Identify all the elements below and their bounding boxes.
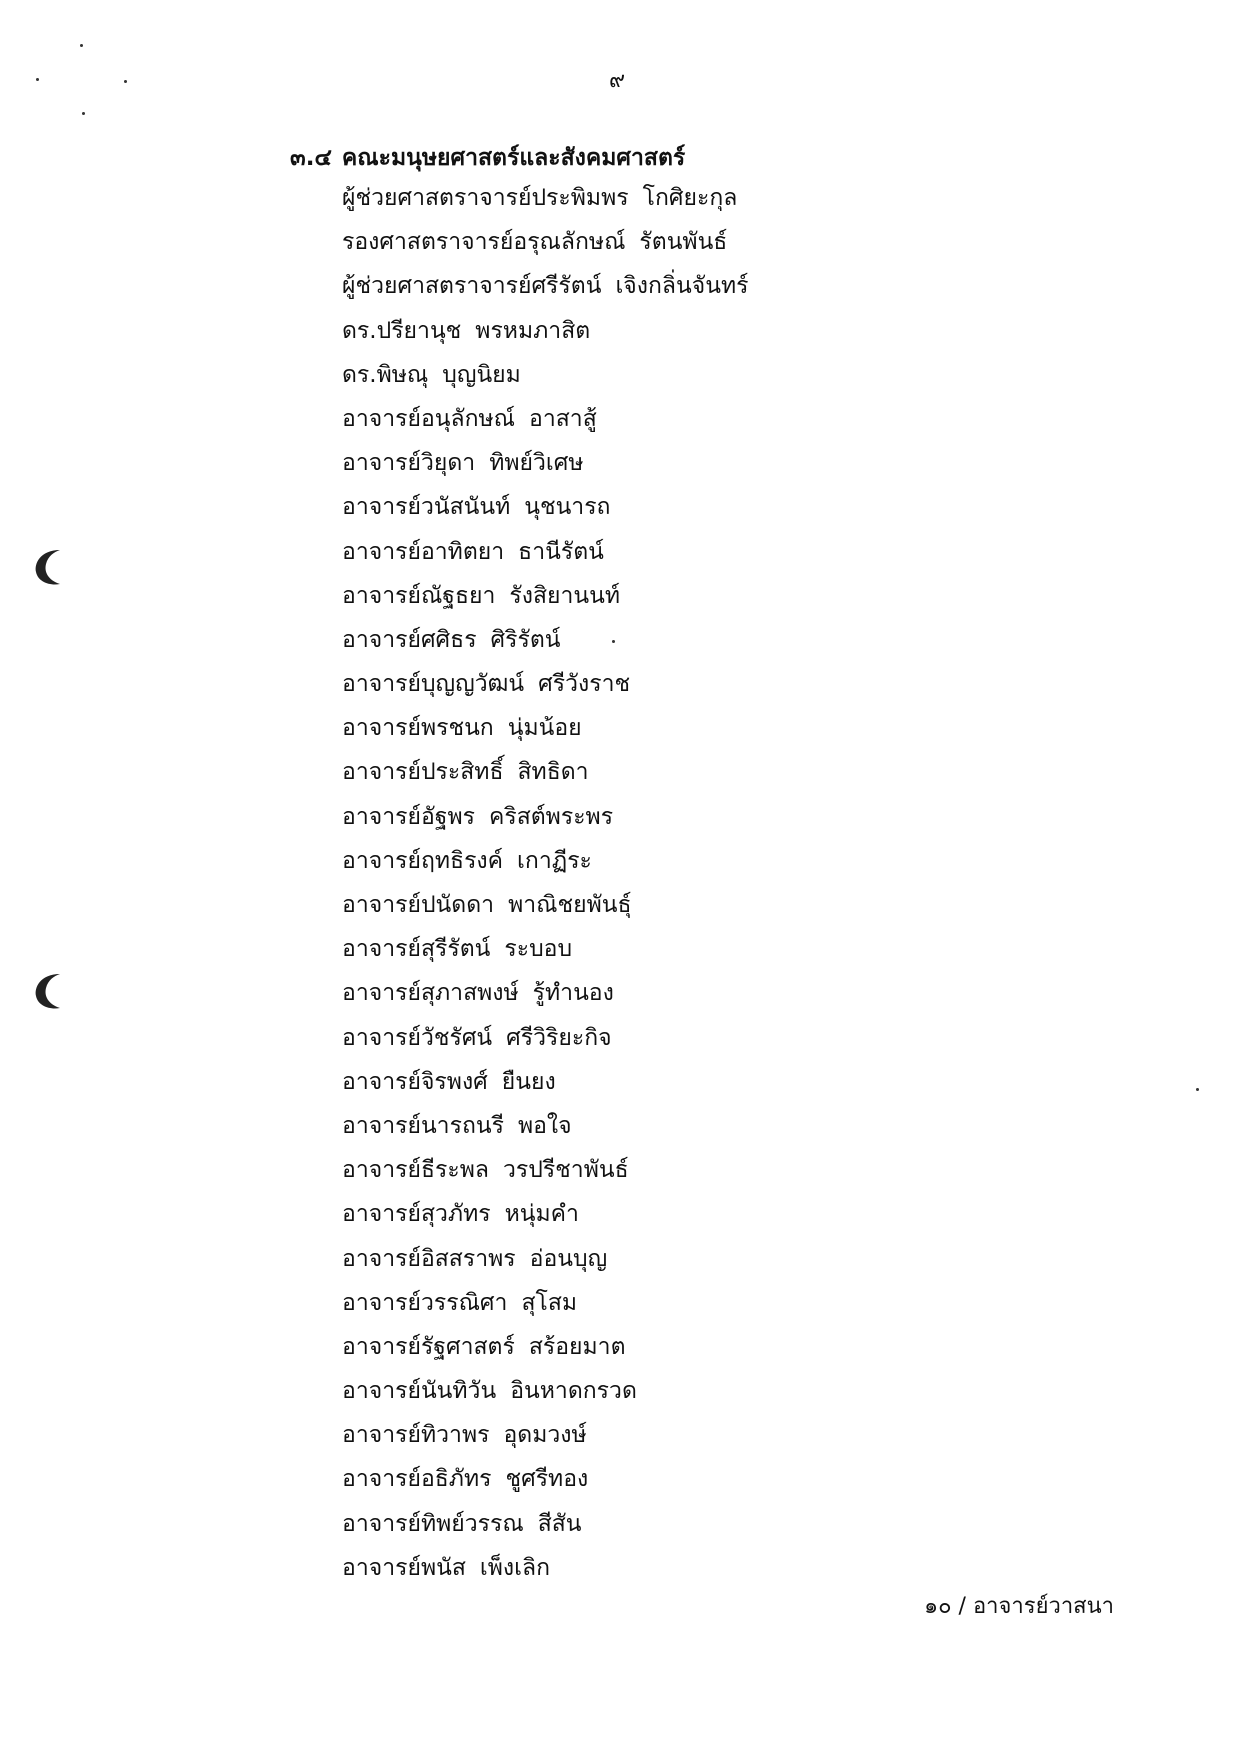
member-last-name: บุญนิยม — [442, 361, 521, 388]
member-item — [342, 1281, 748, 1325]
member-last-name: อุดมวงษ์ — [503, 1422, 587, 1449]
member-last-name: พอใจ — [517, 1112, 572, 1139]
section-number: ๓.๔ — [290, 145, 332, 171]
scan-speck — [36, 78, 39, 81]
member-first-name: อาจารย์ทิวาพร — [342, 1422, 490, 1449]
member-item — [342, 441, 748, 485]
member-last-name: อาสาสู้ — [529, 405, 597, 432]
member-last-name: นุ่มน้อย — [507, 715, 582, 742]
scan-speck — [1196, 1088, 1199, 1091]
member-first-name: อาจารย์รัฐศาสตร์ — [342, 1333, 515, 1360]
member-last-name: ระบอบ — [504, 936, 573, 963]
member-first-name: อาจารย์สุรีรัตน์ — [342, 936, 491, 963]
member-first-name: อาจารย์ศศิธร — [342, 626, 477, 653]
member-last-name: พาณิชยพันธุ์ — [508, 892, 632, 918]
member-last-name: หนุ่มคำ — [504, 1201, 579, 1228]
member-item — [342, 618, 748, 662]
member-first-name: ผู้ช่วยศาสตราจารย์ศรีรัตน์ — [342, 273, 602, 300]
scan-speck — [124, 80, 127, 83]
member-last-name: อ่อนบุญ — [529, 1245, 608, 1272]
member-last-name: คริสต์พระพร — [488, 803, 614, 830]
member-first-name: ดร.พิษณุ — [342, 361, 429, 388]
member-first-name: อาจารย์ทิพย์วรรณ — [342, 1510, 524, 1537]
member-item — [342, 971, 748, 1015]
member-first-name: อาจารย์ณัฐธยา — [342, 582, 496, 609]
member-last-name: ยืนยง — [501, 1068, 556, 1095]
member-item — [342, 1192, 748, 1236]
member-item — [342, 1104, 748, 1148]
member-first-name: อาจารย์ปนัดดา — [342, 892, 495, 918]
member-item — [342, 750, 748, 794]
member-last-name: สีสัน — [537, 1510, 582, 1537]
member-item — [342, 220, 748, 264]
member-item — [342, 883, 748, 927]
member-last-name: รัตนพันธ์ — [639, 229, 728, 256]
member-last-name: รังสิยานนท์ — [509, 582, 621, 609]
member-last-name: อินหาดกรวด — [510, 1378, 637, 1405]
section-heading — [290, 140, 748, 176]
member-first-name: อาจารย์จิรพงศ์ — [342, 1068, 488, 1095]
member-last-name: ศรีวิริยะกิจ — [506, 1024, 612, 1051]
scan-speck — [82, 112, 85, 115]
member-item — [342, 1325, 748, 1369]
member-last-name: ทิพย์วิเศษ — [489, 450, 584, 477]
member-first-name: รองศาสตราจารย์อรุณลักษณ์ — [342, 229, 626, 256]
member-item — [342, 176, 748, 220]
member-last-name: ชูศรีทอง — [505, 1466, 589, 1493]
member-last-name: เพ็งเลิก — [479, 1554, 551, 1581]
member-list — [290, 176, 748, 1590]
member-last-name: พรหมภาสิต — [475, 317, 591, 344]
punch-hole-mark-icon — [30, 546, 64, 588]
member-item — [342, 530, 748, 574]
page-number: ๙ — [608, 68, 626, 93]
member-item — [342, 662, 748, 706]
member-first-name: อาจารย์บุญญวัฒน์ — [342, 671, 525, 698]
member-item — [342, 264, 748, 308]
member-item — [342, 574, 748, 618]
member-first-name: อาจารย์สุวภัทร — [342, 1201, 491, 1228]
member-item — [342, 795, 748, 839]
member-first-name: อาจารย์ประสิทธิ์ — [342, 759, 504, 786]
continuation-note: ๑๐ / อาจารย์วาสนา — [924, 1594, 1114, 1619]
member-last-name: เกาฏีระ — [517, 847, 592, 874]
member-last-name: สุโสม — [521, 1289, 578, 1316]
member-last-name: ศรีวังราช — [538, 671, 631, 698]
member-item — [342, 1060, 748, 1104]
member-item — [342, 839, 748, 883]
member-first-name: ดร.ปรียานุช — [342, 317, 462, 344]
member-first-name: อาจารย์วรรณิศา — [342, 1289, 508, 1316]
faculty-section — [290, 140, 748, 1590]
member-item — [342, 1016, 748, 1060]
member-item — [342, 1369, 748, 1413]
member-last-name: ศิริรัตน์ — [490, 626, 561, 653]
member-first-name: ผู้ช่วยศาสตราจารย์ประพิมพร — [342, 185, 629, 211]
member-first-name: อาจารย์นันทิวัน — [342, 1378, 497, 1405]
member-item — [342, 1237, 748, 1281]
scan-speck — [80, 44, 83, 47]
member-last-name: ธานีรัตน์ — [518, 538, 604, 565]
member-item — [342, 1546, 748, 1590]
member-first-name: อาจารย์อนุลักษณ์ — [342, 405, 516, 432]
member-item — [342, 309, 748, 353]
member-last-name: โกศิยะกุล — [642, 185, 738, 211]
member-last-name: รู้ทำนอง — [532, 980, 614, 1007]
member-first-name: อาจารย์สุภาสพงษ์ — [342, 980, 519, 1007]
member-first-name: อาจารย์นารถนรี — [342, 1112, 504, 1139]
member-last-name: สิทธิดา — [517, 759, 589, 786]
member-last-name: นุชนารถ — [524, 494, 611, 521]
member-item — [342, 1413, 748, 1457]
member-first-name: อาจารย์อิสสราพร — [342, 1245, 516, 1272]
member-first-name: อาจารย์พนัส — [342, 1554, 466, 1581]
member-item — [342, 1148, 748, 1192]
member-first-name: อาจารย์อธิภัทร — [342, 1466, 492, 1493]
member-first-name: อาจารย์วิยุดา — [342, 450, 476, 477]
member-item — [342, 1502, 748, 1546]
member-item — [342, 927, 748, 971]
member-first-name: อาจารย์ฤทธิรงค์ — [342, 847, 504, 874]
member-first-name: อาจารย์ธีระพล — [342, 1157, 489, 1184]
member-first-name: อาจารย์พรชนก — [342, 715, 494, 742]
member-first-name: อาจารย์อาทิตยา — [342, 538, 505, 565]
member-last-name: สร้อยมาต — [528, 1333, 626, 1360]
section-title: คณะมนุษยศาสตร์และสังคมศาสตร์ — [341, 145, 686, 171]
member-first-name: อาจารย์อัฐพร — [342, 803, 475, 830]
member-last-name: เจิงกลิ่นจันทร์ — [615, 273, 749, 300]
scan-speck — [612, 640, 615, 643]
member-last-name: วรปรีชาพันธ์ — [502, 1157, 629, 1184]
member-first-name: อาจารย์วนัสนันท์ — [342, 494, 511, 521]
member-first-name: อาจารย์วัชรัศน์ — [342, 1024, 493, 1051]
member-item — [342, 485, 748, 529]
member-item — [342, 353, 748, 397]
punch-hole-mark-icon — [30, 970, 64, 1012]
member-item — [342, 1457, 748, 1501]
member-item — [342, 706, 748, 750]
member-item — [342, 397, 748, 441]
